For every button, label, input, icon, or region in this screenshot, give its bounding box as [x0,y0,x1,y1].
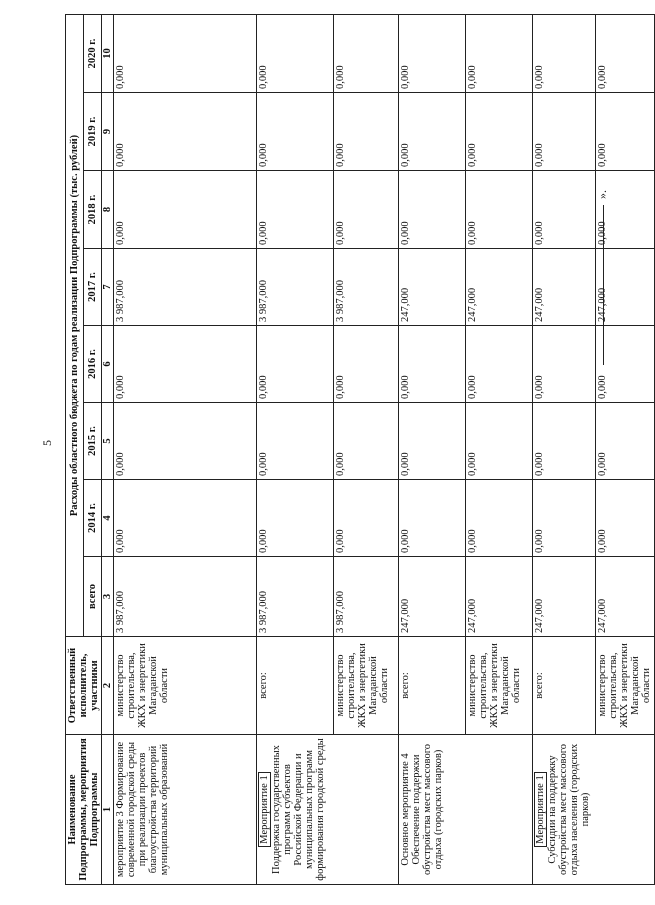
col-number: 9 [102,93,114,171]
header-2017: 2017 г. [84,249,102,326]
value-2014: 0,000 [533,480,596,557]
col-number: 4 [102,480,114,557]
value-2017: 3 987,000 [334,249,399,326]
col-number: 8 [102,171,114,249]
value-2016: 0,000 [257,326,334,403]
value-2015: 0,000 [399,403,466,480]
col-number: 2 [102,637,114,735]
row-executor: всего: [257,637,334,735]
header-2016: 2016 г. [84,326,102,403]
value-2019: 0,000 [334,93,399,171]
table-row [533,15,596,885]
value-2019: 0,000 [399,93,466,171]
value-total: 3 987,000 [114,557,257,637]
value-2014: 0,000 [399,480,466,557]
value-total: 3 987,000 [257,557,334,637]
closing-line [603,205,604,365]
header-2014: 2014 г. [84,480,102,557]
value-2014: 0,000 [596,480,655,557]
row-executor: министерство строительства, ЖКХ и энергетики Магаданской области [114,637,257,735]
value-2015: 0,000 [596,403,655,480]
value-2018: 0,000 [257,171,334,249]
value-2016: 0,000 [466,326,533,403]
row-name-label: Мероприятие 1 [258,772,271,846]
value-2016: 0,000 [596,326,655,403]
closing-mark [595,190,610,365]
value-2018: 0,000 [114,171,257,249]
value-2017: 3 987,000 [257,249,334,326]
header-2019: 2019 г. [84,93,102,171]
value-2020: 0,000 [114,15,257,93]
value-2014: 0,000 [334,480,399,557]
value-total: 247,000 [466,557,533,637]
row-name: мероприятие 3 Формирование современной городской среды при реализации проектов благоустройства территорий муниципальных образований [114,735,257,885]
row-name: Поддержка государственных программ субъектов Российской Федерации и муниципальных программ формирования городской среды [271,738,327,881]
header-executor: Ответственный исполнитель, участники [66,637,102,735]
col-number: 6 [102,326,114,403]
value-2019: 0,000 [114,93,257,171]
value-total: 3 987,000 [334,557,399,637]
header-name: Наименование Подпрограммы, мероприятия Подпрограммы [66,735,102,885]
value-2018: 0,000 [466,171,533,249]
table-row [399,15,466,885]
value-2014: 0,000 [114,480,257,557]
value-2020: 0,000 [466,15,533,93]
value-2015: 0,000 [114,403,257,480]
value-total: 247,000 [399,557,466,637]
row-executor: всего: [533,637,596,735]
value-2020: 0,000 [334,15,399,93]
value-total: 247,000 [533,557,596,637]
value-2015: 0,000 [257,403,334,480]
value-2020: 0,000 [399,15,466,93]
value-2018: 0,000 [334,171,399,249]
col-number: 1 [102,735,114,885]
header-2018: 2018 г. [84,171,102,249]
col-number: 10 [102,15,114,93]
header-2015: 2015 г. [84,403,102,480]
value-2018: 0,000 [596,171,655,249]
row-name-cell [257,735,399,885]
value-2014: 0,000 [257,480,334,557]
value-total: 247,000 [596,557,655,637]
table-row [114,15,257,885]
row-name: Субсидии на поддержку обустройства мест массового отдыха населения (городских парков) [547,743,592,876]
value-2019: 0,000 [596,93,655,171]
value-2017: 247,000 [466,249,533,326]
row-name-label: Мероприятие 1 [534,772,547,846]
value-2019: 0,000 [257,93,334,171]
value-2015: 0,000 [533,403,596,480]
value-2018: 0,000 [399,171,466,249]
budget-table [65,14,655,885]
value-2020: 0,000 [257,15,334,93]
row-executor: министерство строительства, ЖКХ и энергетики Магаданской области [466,637,533,735]
value-2018: 0,000 [533,171,596,249]
column-number-row [102,15,114,885]
value-2014: 0,000 [466,480,533,557]
row-executor: министерство строительства, ЖКХ и энергетики Магаданской области [596,637,655,735]
value-2020: 0,000 [533,15,596,93]
header-row-1 [66,15,84,885]
value-2016: 0,000 [114,326,257,403]
value-2019: 0,000 [533,93,596,171]
value-2019: 0,000 [466,93,533,171]
col-number: 7 [102,249,114,326]
table-row [257,15,334,885]
col-number: 3 [102,557,114,637]
value-2017: 247,000 [596,249,655,326]
row-name: Основное мероприятие 4 Обеспечение поддержки обустройства мест массового отдыха (городских парков) [399,735,533,885]
value-2020: 0,000 [596,15,655,93]
value-2016: 0,000 [399,326,466,403]
value-2017: 3 987,000 [114,249,257,326]
header-2020: 2020 г. [84,15,102,93]
value-2015: 0,000 [334,403,399,480]
value-2017: 247,000 [533,249,596,326]
value-2016: 0,000 [533,326,596,403]
value-2016: 0,000 [334,326,399,403]
header-total: всего [84,557,102,637]
rotated-page [65,15,653,885]
page-number: 5 [40,440,54,446]
col-number: 5 [102,403,114,480]
row-executor: министерство строительства, ЖКХ и энергетики Магаданской области [334,637,399,735]
value-2017: 247,000 [399,249,466,326]
header-expenses: Расходы областного бюджета по годам реализации Подпрограммы (тыс. рублей) [66,15,84,637]
value-2015: 0,000 [466,403,533,480]
row-executor: всего: [399,637,466,735]
closing-quote: ». [595,190,609,199]
row-name-cell [533,735,655,885]
